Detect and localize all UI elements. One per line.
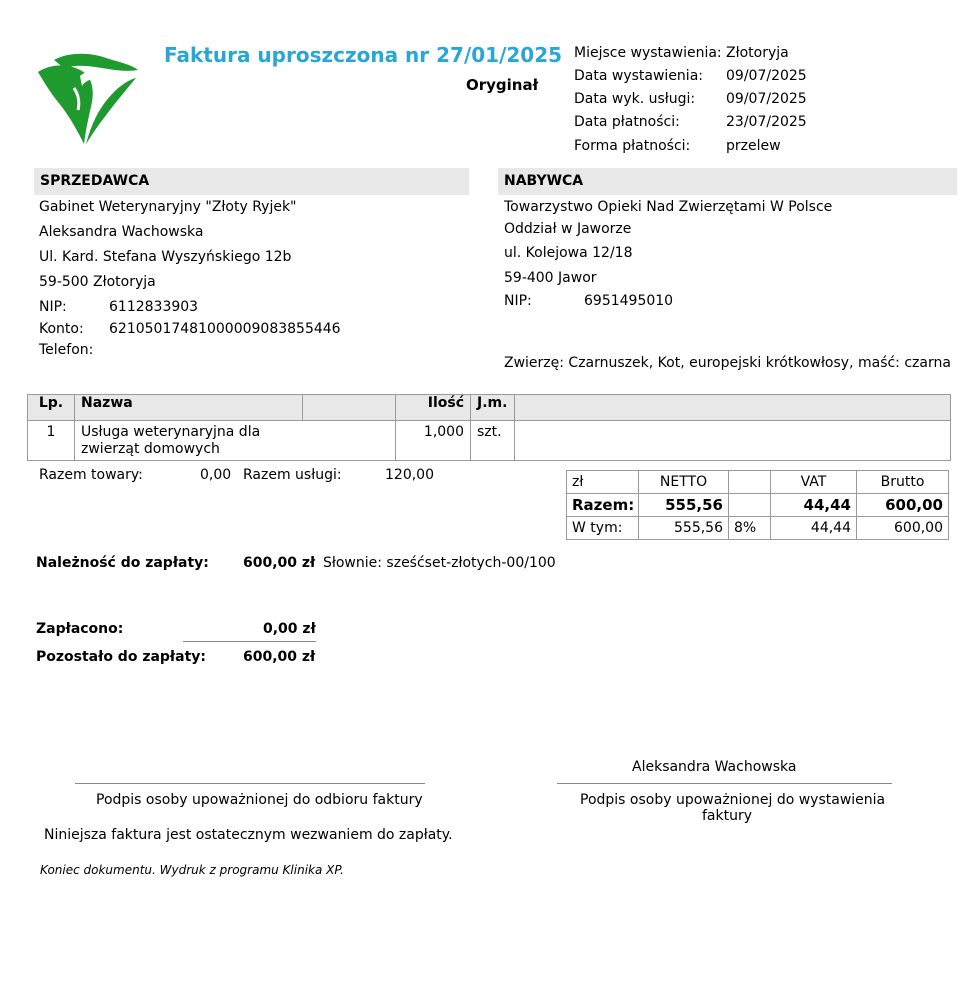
- receiver-signature-line: [75, 783, 425, 784]
- invoice-title: Faktura uproszczona nr 27/01/2025: [164, 43, 563, 67]
- meta-value: 23/07/2025: [726, 114, 807, 130]
- issuer-signature-line: [557, 783, 892, 784]
- goods-total-value: 0,00: [200, 467, 232, 483]
- copy-label: Oryginał: [466, 76, 539, 94]
- amount-in-words: Słownie: sześćset-złotych-00/100: [323, 555, 556, 571]
- vat-detail-label: W tym:: [567, 517, 639, 540]
- row-lp: 1: [28, 421, 75, 461]
- vat-detail-vat: 44,44: [771, 517, 857, 540]
- col-name: Nazwa: [75, 395, 303, 421]
- seller-street: Ul. Kard. Stefana Wyszyńskiego 12b: [39, 249, 292, 265]
- meta-value: 09/07/2025: [726, 91, 807, 107]
- seller-heading: SPRZEDAWCA: [40, 173, 150, 189]
- seller-owner: Aleksandra Wachowska: [39, 224, 204, 240]
- seller-nip: 6112833903: [109, 299, 199, 315]
- buyer-nip: 6951495010: [584, 293, 674, 309]
- meta-label: Miejsce wystawienia:: [574, 45, 722, 61]
- seller-phone-label: Telefon:: [39, 342, 94, 358]
- issuer-signature-caption: Podpis osoby upoważnionej do wystawienia: [580, 792, 886, 808]
- final-notice: Niniejsza faktura jest ostatecznym wezwaniem do zapłaty.: [44, 827, 453, 843]
- goods-total-label: Razem towary:: [39, 467, 143, 483]
- meta-label: Data płatności:: [574, 114, 680, 130]
- meta-value: przelew: [726, 138, 781, 154]
- buyer-nip-label: NIP:: [504, 293, 532, 309]
- paid-divider: [183, 641, 316, 642]
- meta-label: Data wyk. usługi:: [574, 91, 696, 107]
- seller-nip-label: NIP:: [39, 299, 67, 315]
- vat-header-row: [567, 471, 949, 494]
- buyer-heading: NABYWCA: [504, 173, 584, 189]
- seller-name: Gabinet Weterynaryjny "Złoty Ryjek": [39, 199, 297, 215]
- buyer-street: ul. Kolejowa 12/18: [504, 245, 633, 261]
- col-qty: Ilość: [396, 395, 471, 421]
- vat-sum-label: Razem:: [567, 494, 639, 517]
- vat-detail-netto: 555,56: [639, 517, 729, 540]
- seller-account: 62105017481000009083855446: [109, 321, 341, 337]
- amount-due-label: Należność do zapłaty:: [36, 555, 209, 571]
- vat-sum-brutto: 600,00: [857, 494, 949, 517]
- animal-info: Zwierzę: Czarnuszek, Kot, europejski krótkowłosy, maść: czarna: [504, 355, 951, 371]
- items-table: [27, 394, 951, 461]
- seller-city: 59-500 Złotoryja: [39, 274, 156, 290]
- meta-value: Złotoryja: [726, 45, 789, 61]
- remaining-label: Pozostało do zapłaty:: [36, 649, 206, 665]
- meta-label: Forma płatności:: [574, 138, 691, 154]
- buyer-band: [498, 168, 957, 195]
- table-row: [28, 421, 951, 461]
- col-filler: [515, 395, 951, 421]
- row-filler: [515, 421, 951, 461]
- vat-currency: zł: [567, 471, 639, 494]
- vat-summary-table: [566, 470, 949, 540]
- paid-value: 0,00 zł: [263, 621, 316, 637]
- vat-detail-brutto: 600,00: [857, 517, 949, 540]
- col-unit: J.m.: [471, 395, 515, 421]
- vat-sum-netto: 555,56: [639, 494, 729, 517]
- buyer-city: 59-400 Jawor: [504, 270, 597, 286]
- paid-label: Zapłacono:: [36, 621, 124, 637]
- row-unit: szt.: [471, 421, 515, 461]
- vat-detail-row: [567, 517, 949, 540]
- issuer-signature-caption-2: faktury: [702, 808, 753, 824]
- col-empty: [303, 395, 396, 421]
- services-total-label: Razem usługi:: [243, 467, 342, 483]
- remaining-value: 600,00 zł: [243, 649, 316, 665]
- vat-sum-vat: 44,44: [771, 494, 857, 517]
- row-qty: 1,000: [396, 421, 471, 461]
- amount-due-value: 600,00 zł: [243, 555, 316, 571]
- issuer-name: Aleksandra Wachowska: [632, 759, 797, 775]
- vat-vat-header: VAT: [771, 471, 857, 494]
- seller-band: [34, 168, 469, 195]
- col-lp: Lp.: [28, 395, 75, 421]
- vat-brutto-header: Brutto: [857, 471, 949, 494]
- vat-sum-row: [567, 494, 949, 517]
- clinic-logo: [34, 50, 140, 146]
- meta-value: 09/07/2025: [726, 68, 807, 84]
- items-header-row: [28, 395, 951, 421]
- vat-detail-rate: 8%: [729, 517, 771, 540]
- receiver-signature-caption: Podpis osoby upoważnionej do odbioru faktury: [96, 792, 423, 808]
- vat-rate-header: [729, 471, 771, 494]
- vat-netto-header: NETTO: [639, 471, 729, 494]
- buyer-branch: Oddział w Jaworze: [504, 221, 632, 237]
- buyer-name: Towarzystwo Opieki Nad Zwierzętami W Polsce: [504, 199, 833, 215]
- meta-label: Data wystawienia:: [574, 68, 703, 84]
- services-total-value: 120,00: [385, 467, 434, 483]
- document-end: Koniec dokumentu. Wydruk z programu Klinika XP.: [40, 863, 344, 877]
- vat-sum-rate: [729, 494, 771, 517]
- seller-account-label: Konto:: [39, 321, 84, 337]
- row-name: Usługa weterynaryjna dla zwierząt domowych: [75, 421, 396, 461]
